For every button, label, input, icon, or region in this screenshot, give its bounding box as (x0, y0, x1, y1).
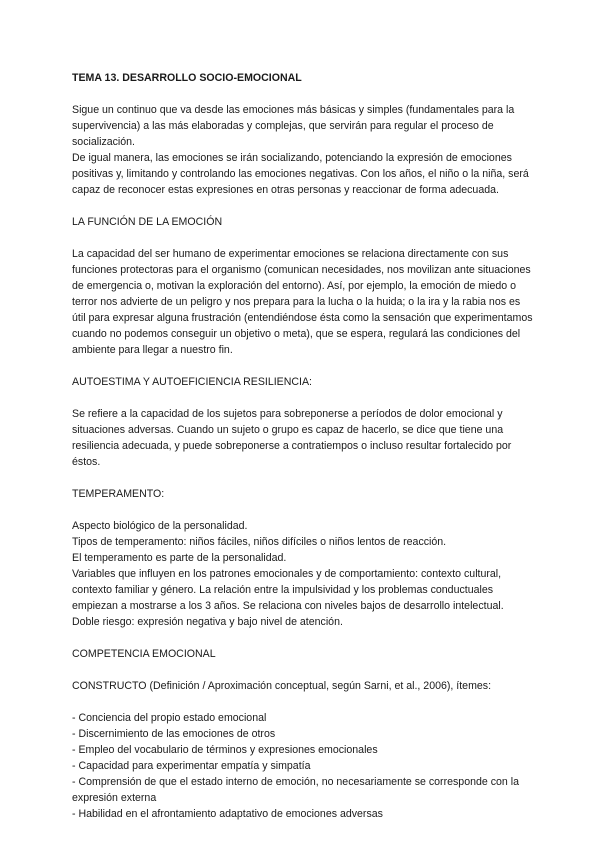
paragraph-autoestima: Se refiere a la capacidad de los sujetos para sobreponerse a períodos de dolor emocional y situaciones adversas. Cuando un sujeto o grupo es capaz de hacerlo, se dice que tiene una resiliencia adecuada, y puede sobreponerse a contratiempos o incluso resultar fortalecido por éstos. (72, 408, 512, 468)
intro-paragraph-1: Sigue un continuo que va desde las emociones más básicas y simples (fundamentales para la supervivencia) a las más elaboradas y complejas, que servirán para regular el proceso de socialización. (72, 104, 515, 148)
constructo-line: CONSTRUCTO (Definición / Aproximación conceptual, según Sarni, et al., 2006), ítemes: (72, 680, 492, 692)
heading-competencia: COMPETENCIA EMOCIONAL (72, 648, 216, 660)
paragraph-funcion: La capacidad del ser humano de experimentar emociones se relaciona directamente con sus funciones protectoras para el organismo (comunican necesidades, nos movilizan ante situaciones de emergencia o, motivan la exploración del entorno). Así, por ejemplo, la emoción de miedo o terror nos advierte de un peligro y nos prepara para la lucha o la huida; o la ira y la rabia nos es útil para expresar alguna frustración (entendiéndose ésta como la sensación que experimentamos cuando no podemos conseguir un objetivo o meta), que se espera, regulará las condiciones del ambiente para llegar a nuestro fin. (72, 248, 533, 356)
temperamento-section (72, 518, 534, 630)
intro-paragraph-2: De igual manera, las emociones se irán socializando, potenciando la expresión de emociones positivas y, limitando y controlando las emociones negativas. Con los años, el niño o la niña, será capaz de reconocer estas expresiones en otras personas y reaccionar de forma adecuada. (72, 152, 529, 196)
list-item: - Habilidad en el afrontamiento adaptativo de emociones adversas (72, 808, 383, 820)
list-item: - Discernimiento de las emociones de otros (72, 728, 276, 740)
competencia-list (72, 710, 534, 822)
list-item: - Empleo del vocabulario de términos y expresiones emocionales (72, 744, 378, 756)
list-item: - Capacidad para experimentar empatía y simpatía (72, 760, 311, 772)
document-page (72, 70, 534, 822)
intro-section (72, 102, 534, 198)
list-item: - Conciencia del propio estado emocional (72, 712, 267, 724)
heading-temperamento: TEMPERAMENTO: (72, 488, 165, 500)
heading-autoestima: AUTOESTIMA Y AUTOEFICIENCIA RESILIENCIA: (72, 376, 312, 388)
temperamento-line: El temperamento es parte de la personalidad. (72, 552, 287, 564)
heading-funcion: LA FUNCIÓN DE LA EMOCIÓN (72, 216, 223, 228)
temperamento-line: Aspecto biológico de la personalidad. (72, 520, 248, 532)
temperamento-line: Tipos de temperamento: niños fáciles, niños difíciles o niños lentos de reacción. (72, 536, 447, 548)
temperamento-line: Variables que influyen en los patrones emocionales y de comportamiento: contexto cultural, contexto familiar y género. La relación entre la impulsividad y los problemas conductuales empiezan a mostrarse a los 3 años. Se relaciona con niveles bajos de desarrollo intelectual. (72, 568, 504, 612)
list-item: - Comprensión de que el estado interno de emoción, no necesariamente se corresponde con la expresión externa (72, 776, 519, 804)
temperamento-line: Doble riesgo: expresión negativa y bajo nivel de atención. (72, 616, 343, 628)
document-title: TEMA 13. DESARROLLO SOCIO-EMOCIONAL (72, 72, 302, 84)
